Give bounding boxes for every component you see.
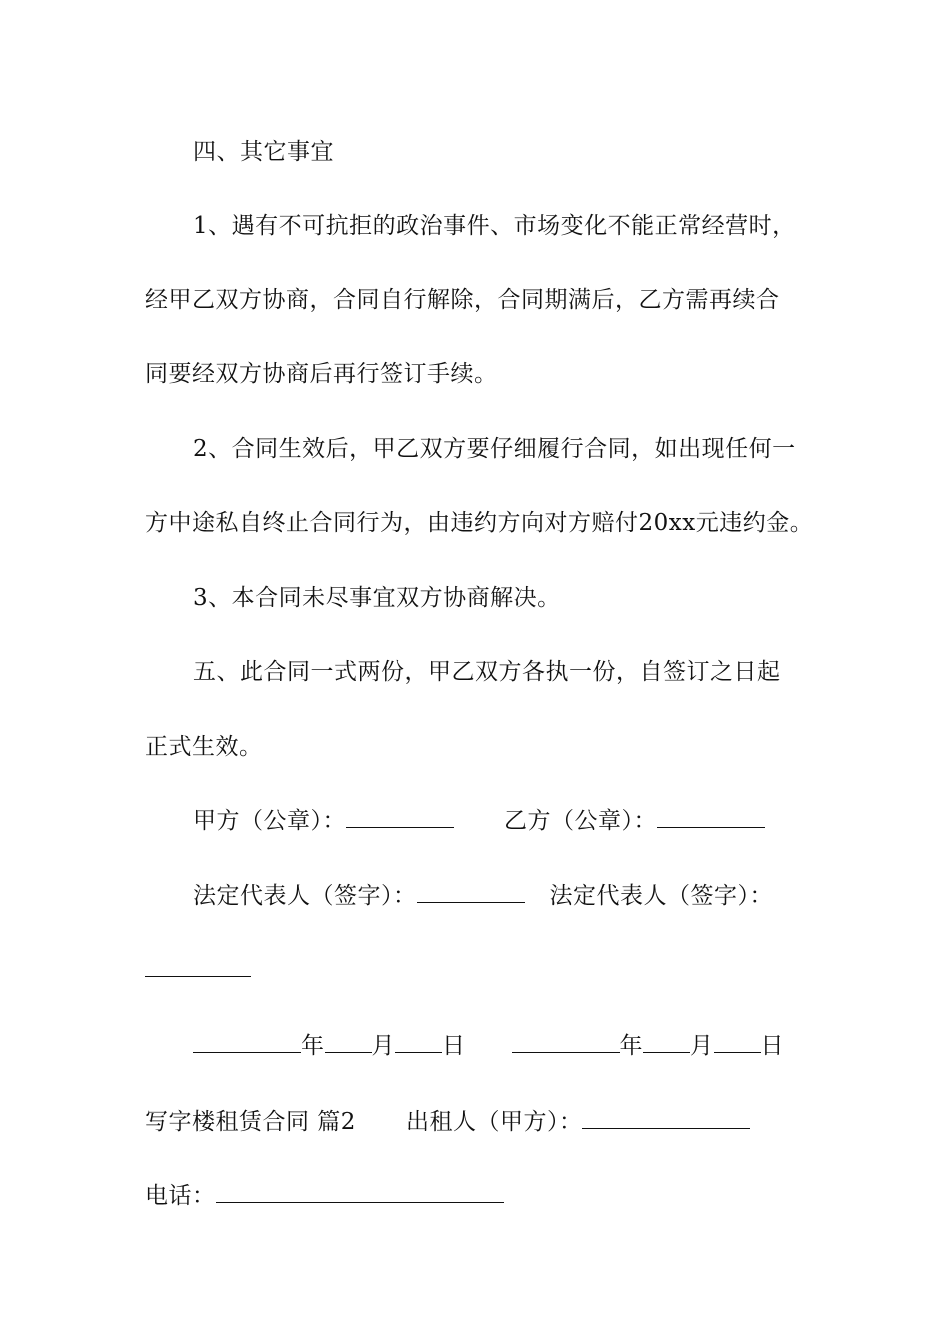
item-2-line-2: 方中途私自终止合同行为，由违约方向对方赔付20xx元违约金。 xyxy=(145,510,814,536)
item-2-line-1: 2、合同生效后，甲乙双方要仔细履行合同，如出现任何一 xyxy=(193,436,796,462)
party-b-day-label: 日 xyxy=(760,1033,784,1059)
party-b-year-blank xyxy=(512,1032,620,1053)
item-1-line-3: 同要经双方协商后再行签订手续。 xyxy=(145,361,498,387)
party-a-seal-label: 甲方（公章）： xyxy=(193,808,346,834)
contract-2-header-row xyxy=(145,1107,825,1137)
phone-blank xyxy=(216,1182,504,1203)
item-1-line-2: 经甲乙双方协商，合同自行解除，合同期满后，乙方需再续合 xyxy=(145,287,780,313)
party-b-seal-blank xyxy=(657,807,765,828)
representative-signature-row xyxy=(193,881,873,911)
party-a-year-label: 年 xyxy=(301,1033,325,1059)
party-b-year-label: 年 xyxy=(619,1033,643,1059)
party-b-rep-blank xyxy=(145,956,251,977)
section-4-heading: 四、其它事宜 xyxy=(193,139,334,165)
phone-row xyxy=(145,1181,825,1211)
party-a-day-blank xyxy=(395,1032,442,1053)
party-a-month-blank xyxy=(325,1032,372,1053)
party-a-month-label: 月 xyxy=(371,1033,395,1059)
item-1-line-1: 1、遇有不可抗拒的政治事件、市场变化不能正常经营时， xyxy=(193,213,796,239)
item-3-line-1: 3、本合同未尽事宜双方协商解决。 xyxy=(193,585,561,611)
date-row xyxy=(193,1031,873,1061)
party-b-month-blank xyxy=(643,1032,690,1053)
party-a-rep-label: 法定代表人（签字）： xyxy=(193,883,417,909)
seal-signature-row xyxy=(193,806,873,836)
contract-2-title: 写字楼租赁合同 篇2 xyxy=(145,1109,356,1135)
party-b-seal-label: 乙方（公章）： xyxy=(504,808,657,834)
party-a-seal-blank xyxy=(346,807,454,828)
party-a-rep-blank xyxy=(417,882,525,903)
party-b-rep-blank-row xyxy=(145,955,825,985)
party-b-month-label: 月 xyxy=(690,1033,714,1059)
section-5-line-2: 正式生效。 xyxy=(145,734,263,760)
lessor-blank xyxy=(582,1108,750,1129)
party-b-rep-label: 法定代表人（签字）： xyxy=(549,883,773,909)
party-b-day-blank xyxy=(714,1032,761,1053)
lessor-label: 出租人（甲方）： xyxy=(405,1109,583,1135)
party-a-year-blank xyxy=(193,1032,301,1053)
section-5-line-1: 五、此合同一式两份，甲乙双方各执一份，自签订之日起 xyxy=(193,659,781,685)
phone-label: 电话： xyxy=(145,1183,216,1209)
party-a-day-label: 日 xyxy=(442,1033,466,1059)
